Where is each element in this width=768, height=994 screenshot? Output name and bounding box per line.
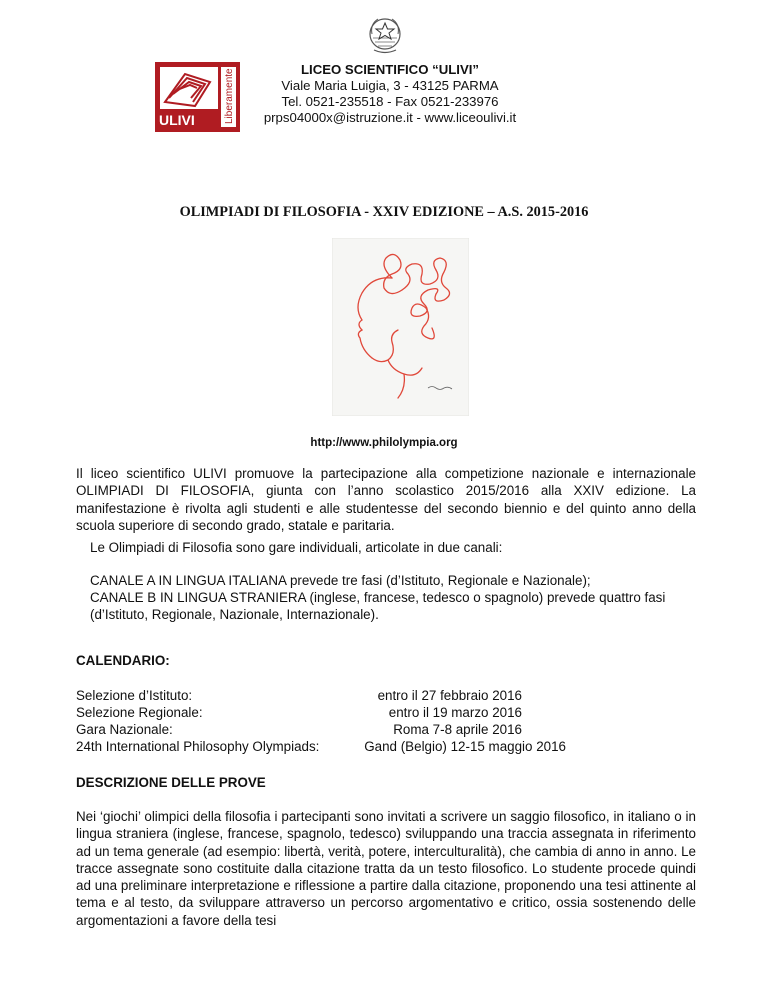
- document-title: OLIMPIADI DI FILOSOFIA - XXIV EDIZIONE – A.S. 2015-2016: [179, 204, 589, 220]
- calendar-row: [76, 705, 566, 722]
- calendar-row-value: Gand (Belgio) 12-15 maggio 2016: [364, 739, 566, 754]
- calendar-row-label: Selezione d’Istituto:: [76, 688, 193, 703]
- description-paragraph: Nei ‘giochi’ olimpici della filosofia i partecipanti sono invitati a scrivere un saggio filosofico, in italiano o in lingua straniera (inglese, francese, spagnolo, tedesco) sviluppando una traccia assegnata in riferimento ad un tema generale (ad esempio: libertà, verità, potere, interculturalità), che cambia di anno in anno. Le tracce assegnate sono costituite dalla citazione tratta da un testo filosofico. Lo studente procede quindi ad una preliminare interpretazione e riflessione a partire dalla citazione, proponendo una tesi attinente al tema e al testo, da sviluppare attraverso un percorso argomentativo e critico, ossia sostenendo delle argomentazioni a favore della tesi: [76, 809, 696, 928]
- calendar-row: [76, 722, 566, 739]
- school-name: LICEO SCIENTIFICO “ULIVI”: [300, 62, 480, 77]
- calendar-row-label: 24th International Philosophy Olympiads:: [76, 739, 320, 754]
- calendar-row-value: entro il 19 marzo 2016: [388, 705, 522, 720]
- intro-paragraph: Il liceo scientifico ULIVI promuove la partecipazione alla competizione nazionale e internazionale OLIMPIADI DI FILOSOFIA, giunta con l’anno scolastico 2015/2016 alla XXIV edizione. La manifestazione è rivolta agli studenti e alle studentesse del secondo biennio e del quinto anno della scuola superiore di secondo grado, statale e paritaria.: [76, 466, 696, 533]
- website-link[interactable]: http://www.philolympia.org: [310, 437, 458, 449]
- logo-side-text: Liberamente: [224, 68, 235, 124]
- calendar-row-value: entro il 27 febbraio 2016: [377, 688, 522, 703]
- school-header: [244, 62, 536, 126]
- calendar-row: [76, 688, 566, 705]
- description-heading: DESCRIZIONE DELLE PROVE: [76, 775, 266, 790]
- calendar-row-label: Selezione Regionale:: [76, 705, 203, 720]
- calendar-row: [76, 739, 566, 756]
- channel-a-text: CANALE A IN LINGUA ITALIANA prevede tre fasi (d’Istituto, Regionale e Nazionale);: [90, 573, 591, 588]
- italian-republic-emblem-icon: [366, 14, 404, 56]
- school-logo: [155, 62, 240, 132]
- channel-b-text: CANALE B IN LINGUA STRANIERA (inglese, francese, tedesco o spagnolo) prevede quattro fasi (d’Istituto, Regionale, Nazionale, Internazionale).: [90, 590, 666, 623]
- line-drawing-face-icon: [332, 238, 469, 416]
- school-address: Viale Maria Luigia, 3 - 43125 PARMA: [281, 78, 499, 93]
- calendar-row-value: Roma 7-8 aprile 2016: [393, 722, 522, 737]
- logo-text: ULIVI: [159, 112, 195, 128]
- calendar-heading: CALENDARIO:: [76, 653, 170, 668]
- calendar-row-label: Gara Nazionale:: [76, 722, 173, 737]
- school-email-web[interactable]: prps04000x@istruzione.it - www.liceoulivi.it: [263, 110, 517, 125]
- channels-intro: Le Olimpiadi di Filosofia sono gare individuali, articolate in due canali:: [90, 540, 503, 555]
- school-phone-fax: Tel. 0521-235518 - Fax 0521-233976: [281, 94, 499, 109]
